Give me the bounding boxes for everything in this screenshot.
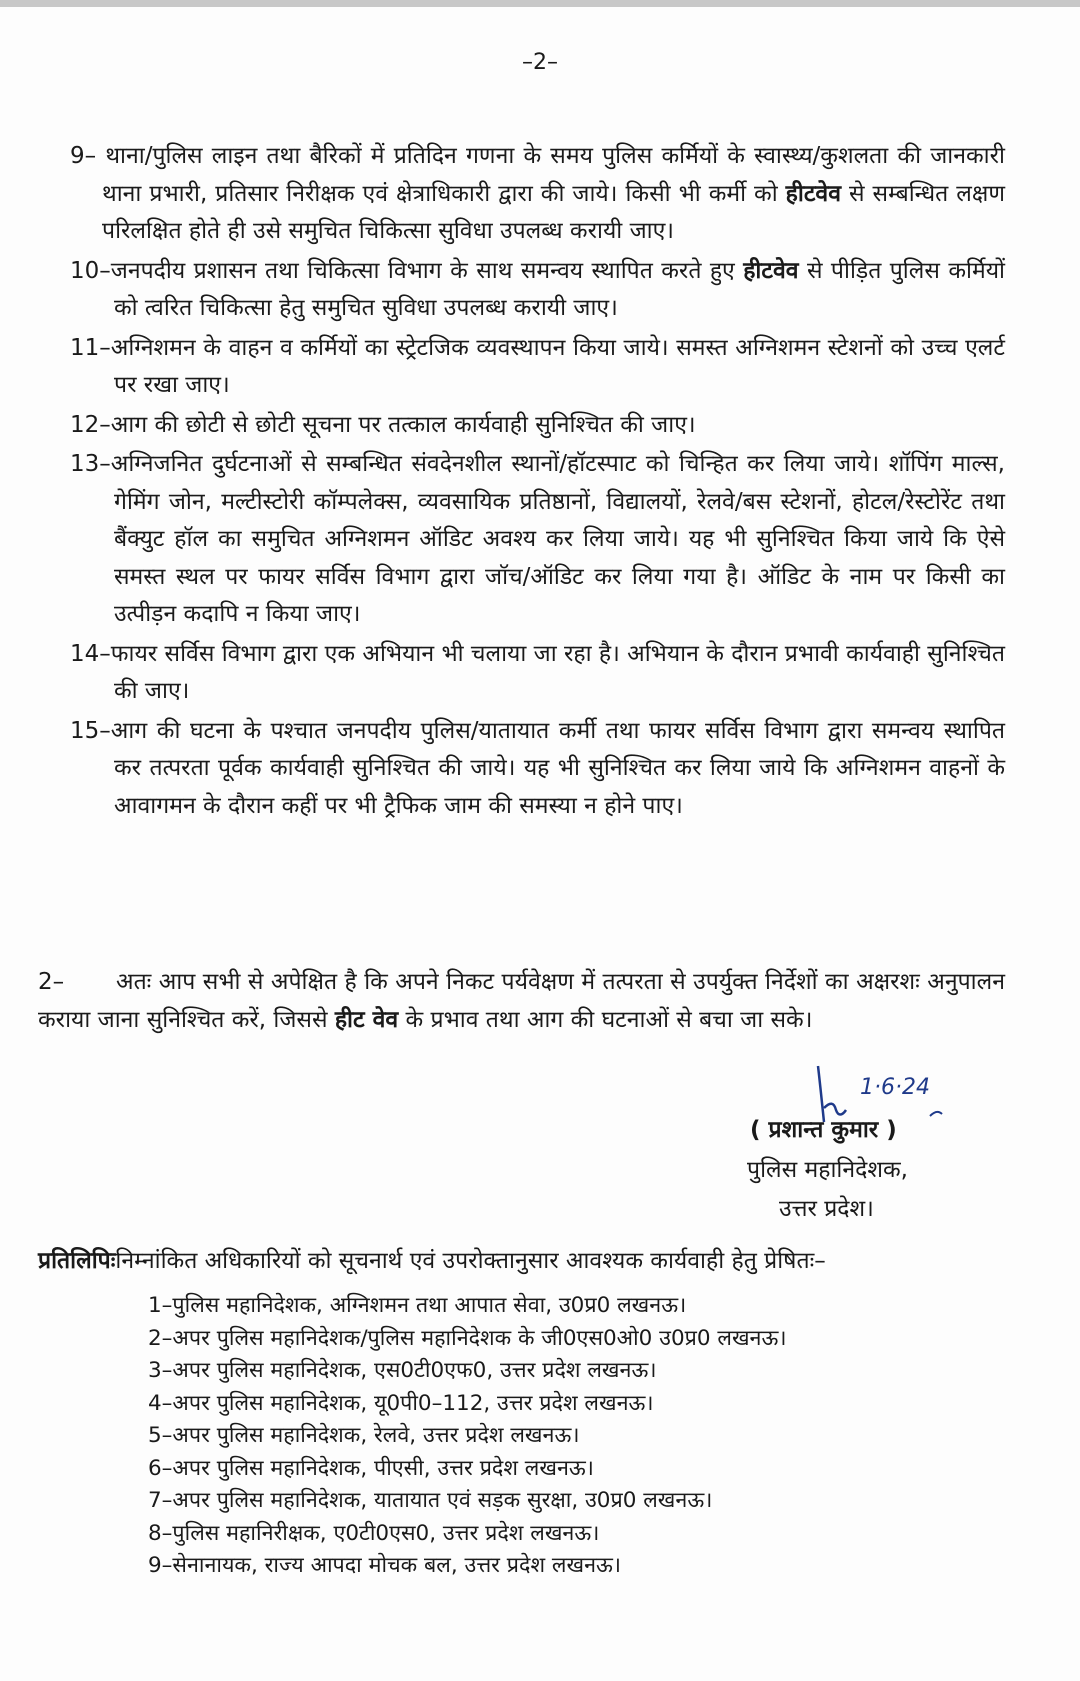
bold-keyword: हीटवेव	[743, 257, 799, 284]
point-number: 11–	[70, 334, 111, 361]
copy-recipient-item: 1–पुलिस महानिदेशक, अग्निशमन तथा आपात सेवा, उ0प्र0 लखनऊ।	[148, 1293, 687, 1318]
paragraph-2	[38, 963, 1005, 1039]
point-text: आग की छोटी से छोटी सूचना पर तत्काल कार्यवाही सुनिश्चित की जाए।	[110, 411, 696, 438]
copy-recipient-item: 7–अपर पुलिस महानिदेशक, यातायात एवं सड़क सुरक्षा, उ0प्र0 लखनऊ।	[148, 1488, 713, 1513]
paragraph-text: अतः आप सभी से अपेक्षित है कि अपने निकट पर्यवेक्षण में तत्परता से उपर्युक्त निर्देशों का अक्षरशः अनुपालन कराया जाना सुनिश्चित करें, जिससे	[38, 969, 1005, 1033]
signatory-name: ( प्रशान्त कुमार )	[750, 1117, 897, 1143]
signatory-designation: पुलिस महानिदेशक,	[747, 1157, 908, 1183]
page-number: –2–	[522, 50, 558, 75]
signature-date: 1·6·24	[860, 1075, 930, 1100]
point-text: आग की घटना के पश्चात जनपदीय पुलिस/यातायात कर्मी तथा फायर सर्विस विभाग द्वारा समन्वय स्थापित कर तत्परता पूर्वक कार्यवाही सुनिश्चित की जाये। यह भी सुनिश्चित कर लिया जाये कि अग्निशमन वाहनों के आवागमन के दौरान कहीं पर भी ट्रैफिक जाम की समस्या न होने पाए।	[110, 717, 1005, 819]
paragraph-number: 2–	[38, 969, 65, 995]
copy-recipient-list	[148, 1290, 998, 1583]
point-number: 13–	[70, 451, 111, 477]
copy-recipient-item: 6–अपर पुलिस महानिदेशक, पीएसी, उत्तर प्रदेश लखनऊ।	[148, 1455, 594, 1481]
scan-top-edge	[0, 0, 1080, 7]
directive-points	[70, 138, 1005, 827]
point-text: अग्निजनित दुर्घटनाओं से सम्बन्धित संवदेनशील स्थानों/हॉटस्पाट को चिन्हित कर लिया जाये। शॉपिंग माल्स, गेमिंग जोन, मल्टीस्टोरी कॉम्पलेक्स, व्यवसायिक प्रतिष्ठानों, विद्यालयों, रेलवे/बस स्टेशनों, होटल/रेस्टोरेंट तथा बैंक्युट हॉल का समुचित अग्निशमन ऑडिट अवश्य कर लिया जाये। यह भी सुनिश्चित किया जाये कि ऐसे समस्त स्थल पर फायर सर्विस विभाग द्वारा जॉच/ऑडिट कर लिया गया है। ऑडिट के नाम पर किसी का उत्पीड़न कदापि न किया जाए।	[110, 451, 1005, 627]
point-number: 14–	[70, 640, 111, 667]
copy-recipient-item: 2–अपर पुलिस महानिदेशक/पुलिस महानिदेशक के जी0एस0ओ0 उ0प्र0 लखनऊ।	[148, 1325, 787, 1351]
copy-recipient-item: 9–सेनानायक, राज्य आपदा मोचक बल, उत्तर प्रदेश लखनऊ।	[148, 1553, 622, 1578]
point-text: अग्निशमन के वाहन व कर्मियों का स्ट्रेटजिक व्यवस्थापन किया जाये। समस्त अग्निशमन स्टेशनों को उच्च एलर्ट पर रखा जाए।	[110, 334, 1005, 398]
signatory-state: उत्तर प्रदेश।	[779, 1196, 874, 1222]
copy-recipient-item: 3–अपर पुलिस महानिदेशक, एस0टी0एफ0, उत्तर प्रदेश लखनऊ।	[148, 1358, 657, 1383]
point-number: 12–	[70, 411, 111, 438]
directive-point	[70, 330, 1005, 405]
point-text: जनपदीय प्रशासन तथा चिकित्सा विभाग के साथ समन्वय स्थापित करते हुए	[110, 257, 744, 284]
directive-point	[70, 407, 1005, 445]
point-number: 15–	[70, 717, 111, 744]
directive-point	[70, 253, 1005, 328]
directive-point	[70, 138, 1005, 251]
copy-recipient-item: 4–अपर पुलिस महानिदेशक, यू0पी0–112, उत्तर प्रदेश लखनऊ।	[148, 1390, 654, 1416]
directive-point	[70, 636, 1005, 711]
bold-keyword: हीटवेव	[785, 180, 842, 207]
point-number: 9–	[70, 143, 97, 169]
copy-to-heading	[38, 1243, 1005, 1279]
point-text: से पीड़ित पुलिस कर्मियों को त्वरित चिकित्सा हेतु समुचित सुविधा उपलब्ध करायी जाए।	[114, 257, 1005, 321]
directive-point	[70, 713, 1005, 826]
copy-recipient-item: 8–पुलिस महानिरीक्षक, ए0टी0एस0, उत्तर प्रदेश लखनऊ।	[148, 1520, 600, 1546]
point-number: 10–	[70, 257, 111, 284]
point-text: से सम्बन्धित लक्षण परिलक्षित होते ही उसे समुचित चिकित्सा सुविधा उपलब्ध करायी जाए।	[102, 180, 1005, 244]
copy-heading-text: निम्नांकित अधिकारियों को सूचनार्थ एवं उपरोक्तानुसार आवश्यक कार्यवाही हेतु प्रेषितः–	[115, 1248, 826, 1274]
copy-recipient-item: 5–अपर पुलिस महानिदेशक, रेलवे, उत्तर प्रदेश लखनऊ।	[148, 1423, 580, 1448]
paragraph-text: के प्रभाव तथा आग की घटनाओं से बचा जा सके।	[398, 1007, 813, 1033]
point-text: थाना/पुलिस लाइन तथा बैरिकों में प्रतिदिन गणना के समय पुलिस कर्मियों के स्वास्थ्य/कुशलता की जानकारी थाना प्रभारी, प्रतिसार निरीक्षक एवं क्षेत्राधिकारी द्वारा की जाये। किसी भी कर्मी को	[96, 143, 1005, 207]
point-text: फायर सर्विस विभाग द्वारा एक अभियान भी चलाया जा रहा है। अभियान के दौरान प्रभावी कार्यवाही सुनिश्चित की जाए।	[110, 640, 1005, 704]
copy-label: प्रतिलिपिः	[38, 1248, 116, 1274]
bold-keyword: हीट वेव	[334, 1007, 399, 1033]
directive-point	[70, 446, 1005, 634]
